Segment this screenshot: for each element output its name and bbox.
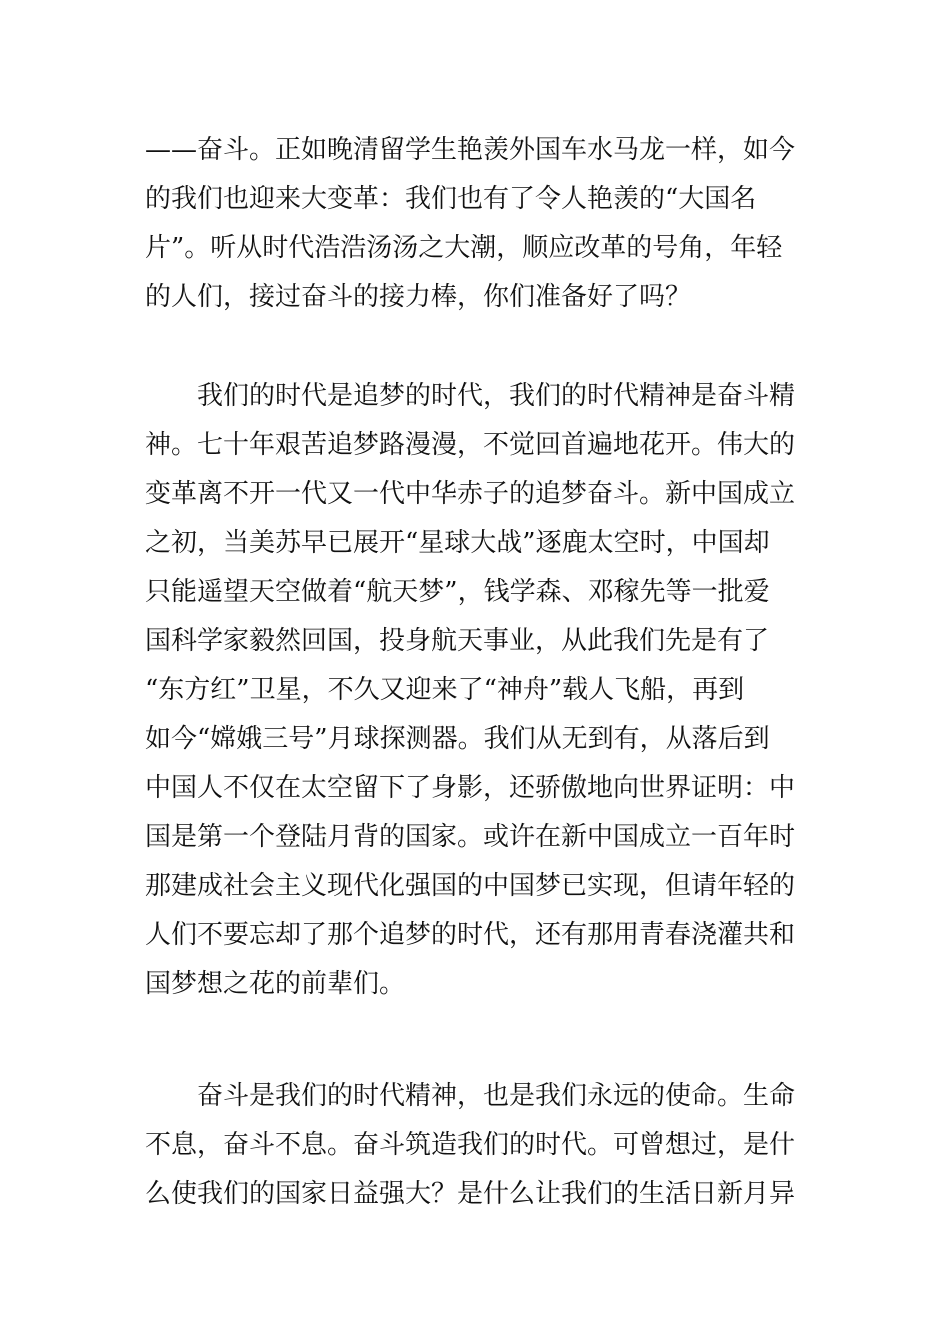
- paragraph-line: 神。七十年艰苦追梦路漫漫，不觉回首遍地花开。伟大的: [145, 430, 796, 460]
- paragraph-line: 国梦想之花的前辈们。: [145, 969, 406, 999]
- paragraph-line: 么使我们的国家日益强大？是什么让我们的生活日新月异: [145, 1179, 796, 1209]
- paragraph-line: 中国人不仅在太空留下了身影，还骄傲地向世界证明：中: [145, 773, 796, 803]
- paragraph-line: 国科学家毅然回国，投身航天事业，从此我们先是有了: [145, 626, 770, 656]
- paragraph-2: [145, 372, 811, 1009]
- paragraph-line: ——奋斗。正如晚清留学生艳羡外国车水马龙一样，如今: [145, 135, 796, 165]
- paragraph-line: “东方红”卫星，不久又迎来了“神舟”载人飞船，再到: [145, 675, 745, 705]
- paragraph-line: 之初，当美苏早已展开“星球大战”逐鹿太空时，中国却: [145, 528, 770, 558]
- paragraph-line: 的人们，接过奋斗的接力棒，你们准备好了吗？: [145, 282, 692, 312]
- paragraph-1: [145, 126, 811, 322]
- paragraph-line: 不息，奋斗不息。奋斗筑造我们的时代。可曾想过，是什: [145, 1130, 796, 1160]
- paragraph-3: [145, 1072, 811, 1219]
- paragraph-line: 变革离不开一代又一代中华赤子的追梦奋斗。新中国成立: [145, 479, 796, 509]
- paragraph-line: 国是第一个登陆月背的国家。或许在新中国成立一百年时: [145, 822, 796, 852]
- paragraph-line-first: 我们的时代是追梦的时代，我们的时代精神是奋斗精: [197, 381, 796, 411]
- paragraph-line: 片”。听从时代浩浩汤汤之大潮，顺应改革的号角，年轻: [145, 233, 783, 263]
- paragraph-line: 那建成社会主义现代化强国的中国梦已实现，但请年轻的: [145, 871, 796, 901]
- paragraph-line: 如今“嫦娥三号”月球探测器。我们从无到有，从落后到: [145, 724, 770, 754]
- paragraph-line: 的我们也迎来大变革：我们也有了令人艳羡的“大国名: [145, 184, 757, 214]
- paragraph-line: 只能遥望天空做着“航天梦”，钱学森、邓稼先等一批爱: [145, 577, 770, 607]
- paragraph-line: 人们不要忘却了那个追梦的时代，还有那用青春浇灌共和: [145, 920, 796, 950]
- paragraph-line-first: 奋斗是我们的时代精神，也是我们永远的使命。生命: [197, 1081, 796, 1111]
